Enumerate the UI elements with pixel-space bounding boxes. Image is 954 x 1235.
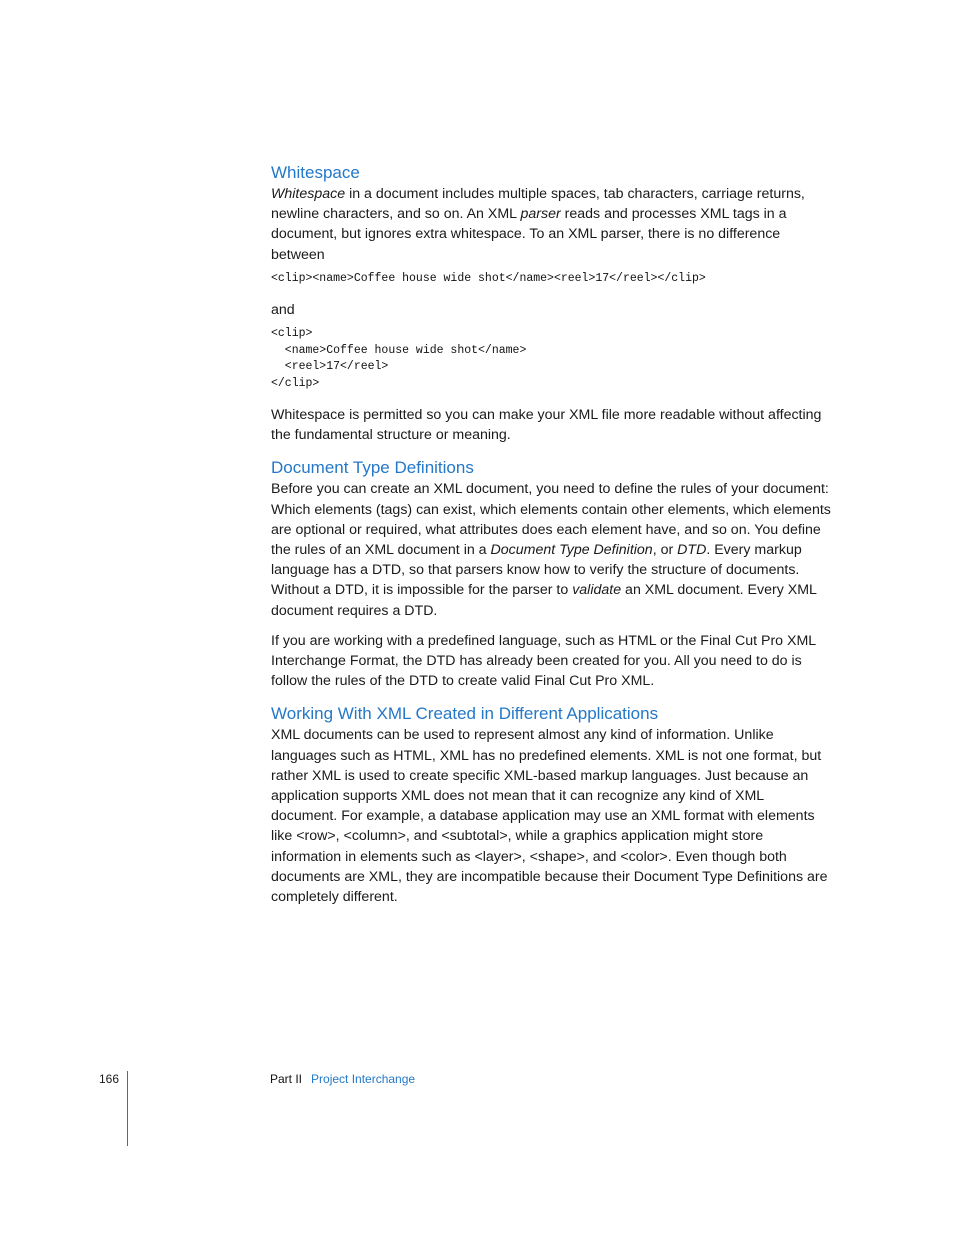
section-heading-whitespace: Whitespace	[271, 163, 360, 182]
term-dtd-full: Document Type Definition	[490, 542, 653, 559]
footer-part	[270, 1072, 415, 1086]
section-heading-dtd: Document Type Definitions	[271, 458, 474, 478]
part-title: Project Interchange	[311, 1072, 416, 1086]
term-whitespace: Whitespace	[271, 186, 346, 202]
term-dtd: DTD	[677, 542, 707, 559]
whitespace-paragraph-2: Whitespace is permitted so you can make your XML file more readable without affecting the fundamental structure or meaning.	[271, 407, 822, 444]
whitespace-paragraph-1: Whitespace in a document includes multiple spaces, tab characters, carriage returns, newline characters, and so on. An XML parser reads and processes XML tags in a document, but ignores extra whitespace. To an XML parser, there is no difference between	[271, 186, 805, 263]
code-sample-indented: <clip> <name>Coffee house wide shot</name> <reel>17</reel> </clip>	[271, 326, 527, 391]
code-sample-inline: <clip><name>Coffee house wide shot</name><reel>17</reel></clip>	[271, 271, 706, 285]
dtd-paragraph-1: Before you can create an XML document, you need to define the rules of your document: Which elements (tags) can exist, which elements contain other elements, which elements are optional or required, what attributes does each element have, and so on. You define the rules of an XML document in a Document Type Definition, or DTD. Every markup language has a DTD, so that parsers know how to verify the structure of documents. Without a DTD, it is impossible for the parser to validate an XML document. Every XML document requires a DTD.	[271, 481, 831, 619]
and-text: and	[271, 301, 295, 318]
term-validate: validate	[572, 582, 622, 599]
page-content	[271, 162, 831, 907]
part-label: Part II	[270, 1072, 303, 1086]
footer-divider	[127, 1071, 128, 1146]
term-parser: parser	[520, 206, 561, 223]
working-paragraph-1: XML documents can be used to represent almost any kind of information. Unlike languages such as HTML, XML has no predefined elements. XML is not one format, but rather XML is used to create specific XML-based markup languages. Just because an application supports XML does not mean that it can recognize any kind of XML document. For example, a database application may use an XML format with elements like <row>, <column>, and <subtotal>, while a graphics application might store information in elements such as <layer>, <shape>, and <color>. Even though both documents are XML, they are incompatible because their Document Type Definitions are completely different.	[271, 727, 828, 906]
page-number: 166	[99, 1072, 120, 1086]
dtd-paragraph-2: If you are working with a predefined language, such as HTML or the Final Cut Pro XML Interchange Format, the DTD has already been created for you. All you need to do is follow the rules of the DTD to create valid Final Cut Pro XML.	[271, 632, 816, 690]
section-heading-working: Working With XML Created in Different Applications	[271, 704, 659, 724]
